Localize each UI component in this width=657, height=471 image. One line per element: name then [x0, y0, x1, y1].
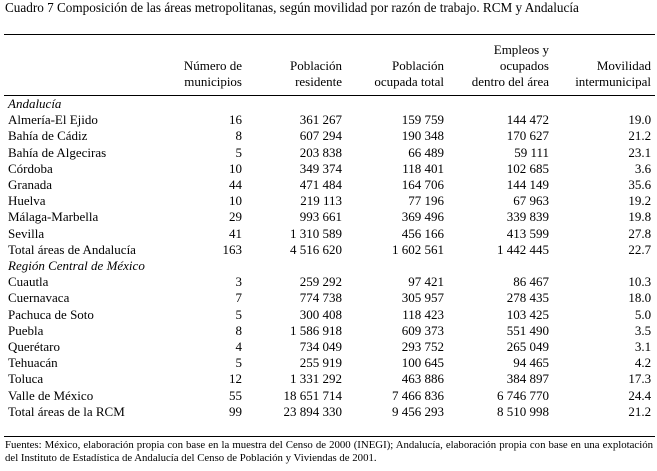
cell-municipios: 163 — [222, 241, 242, 257]
table-row — [4, 226, 655, 242]
area-name: Málaga-Marbella — [8, 209, 99, 225]
area-name: Almería-El Ejido — [8, 112, 98, 128]
cell-empleos: 67 963 — [513, 193, 549, 209]
header-poblacion-ocupada: Población ocupada total — [374, 58, 444, 89]
area-name: Sevilla — [8, 225, 45, 241]
section-row — [4, 96, 655, 112]
table-row — [4, 242, 655, 258]
cell-movilidad: 21.2 — [628, 128, 652, 144]
area-name: Valle de México — [8, 387, 94, 403]
cell-municipios: 4 — [235, 339, 242, 355]
cell-municipios: 99 — [229, 403, 242, 419]
cell-ocupada: 463 886 — [401, 371, 444, 387]
table-row — [4, 145, 655, 161]
cell-poblacion: 349 374 — [299, 160, 342, 176]
area-name: Granada — [8, 177, 53, 193]
cell-ocupada: 118 401 — [402, 160, 444, 176]
area-name: Cuernavaca — [8, 290, 70, 306]
cell-poblacion: 219 113 — [300, 193, 342, 209]
cell-poblacion: 607 294 — [299, 128, 342, 144]
cell-movilidad: 21.2 — [628, 403, 652, 419]
cell-empleos: 551 490 — [506, 322, 549, 338]
cell-poblacion: 734 049 — [299, 339, 342, 355]
cell-empleos: 6 746 770 — [497, 387, 549, 403]
section-title: Andalucía — [8, 96, 62, 111]
table-row — [4, 371, 655, 387]
cell-ocupada: 7 466 836 — [392, 387, 444, 403]
data-table — [4, 96, 655, 420]
cell-ocupada: 1 602 561 — [392, 241, 444, 257]
cell-municipios: 41 — [229, 225, 242, 241]
cell-empleos: 339 839 — [506, 209, 549, 225]
cell-poblacion: 18 651 714 — [283, 387, 342, 403]
table-row — [4, 274, 655, 290]
table-row — [4, 193, 655, 209]
cell-municipios: 16 — [229, 112, 242, 128]
cell-poblacion: 4 516 620 — [290, 241, 342, 257]
cell-movilidad: 23.1 — [628, 144, 652, 160]
cell-movilidad: 3.5 — [634, 322, 652, 338]
section-title: Región Central de México — [8, 258, 145, 274]
cell-movilidad: 19.8 — [628, 209, 652, 225]
area-name: Pachuca de Soto — [8, 306, 94, 322]
cell-municipios: 5 — [235, 306, 242, 322]
cell-movilidad: 4.2 — [634, 355, 652, 371]
cell-ocupada: 609 373 — [401, 322, 444, 338]
cell-municipios: 10 — [229, 160, 242, 176]
cell-ocupada: 456 166 — [401, 225, 444, 241]
table-title: Cuadro 7 Composición de las áreas metropolitanas, según movilidad por razón de trabajo. RCM y Andalucía — [5, 0, 579, 15]
cell-empleos: 103 425 — [506, 306, 549, 322]
cell-empleos: 102 685 — [506, 160, 549, 176]
cell-ocupada: 164 706 — [401, 177, 444, 193]
cell-municipios: 8 — [235, 322, 242, 338]
cell-poblacion: 23 894 330 — [283, 403, 342, 419]
cell-empleos: 86 467 — [513, 274, 549, 290]
cell-empleos: 384 897 — [506, 371, 549, 387]
cell-ocupada: 9 456 293 — [392, 403, 444, 419]
cell-movilidad: 3.1 — [634, 339, 652, 355]
cell-movilidad: 19.0 — [628, 112, 652, 128]
cell-empleos: 170 627 — [506, 128, 549, 144]
cell-poblacion: 300 408 — [299, 306, 342, 322]
cell-poblacion: 471 484 — [299, 177, 342, 193]
cell-ocupada: 369 496 — [401, 209, 444, 225]
cell-poblacion: 1 310 589 — [290, 225, 342, 241]
header-movilidad: Movilidad intermunicipal — [575, 58, 651, 89]
cell-poblacion: 1 586 918 — [290, 322, 342, 338]
cell-municipios: 8 — [235, 128, 242, 144]
area-name: Cuautla — [8, 274, 49, 290]
table-row — [4, 177, 655, 193]
area-name: Total áreas de Andalucía — [8, 241, 136, 257]
header-municipios: Número de municipios — [183, 58, 242, 89]
header-poblacion-residente: Población residente — [290, 58, 342, 89]
table-row — [4, 161, 655, 177]
cell-poblacion: 259 292 — [299, 274, 342, 290]
cell-ocupada: 190 348 — [401, 128, 444, 144]
cell-empleos: 59 111 — [514, 144, 549, 160]
cell-movilidad: 35.6 — [628, 177, 652, 193]
header-area — [4, 42, 154, 90]
cell-municipios: 29 — [229, 209, 242, 225]
cell-movilidad: 17.3 — [628, 371, 652, 387]
cell-empleos: 144 472 — [506, 112, 549, 128]
cell-movilidad: 24.4 — [628, 387, 652, 403]
cell-empleos: 265 049 — [506, 339, 549, 355]
cell-ocupada: 159 759 — [401, 112, 444, 128]
cell-ocupada: 100 645 — [401, 355, 444, 371]
cell-municipios: 55 — [229, 387, 242, 403]
cell-municipios: 3 — [235, 274, 242, 290]
area-name: Toluca — [8, 371, 44, 387]
table-row — [4, 388, 655, 404]
cell-poblacion: 255 919 — [299, 355, 342, 371]
bottom-rule — [4, 436, 655, 437]
cell-municipios: 7 — [235, 290, 242, 306]
cell-movilidad: 19.2 — [628, 193, 652, 209]
cell-movilidad: 22.7 — [628, 241, 652, 257]
cell-poblacion: 203 838 — [299, 144, 342, 160]
cell-movilidad: 18.0 — [628, 290, 652, 306]
cell-movilidad: 10.3 — [628, 274, 652, 290]
cell-municipios: 5 — [235, 355, 242, 371]
cell-municipios: 10 — [229, 193, 242, 209]
cell-poblacion: 361 267 — [299, 112, 342, 128]
area-name: Querétaro — [8, 339, 60, 355]
cell-empleos: 278 435 — [506, 290, 549, 306]
cell-ocupada: 97 421 — [408, 274, 444, 290]
cell-municipios: 5 — [235, 144, 242, 160]
cell-empleos: 413 599 — [506, 225, 549, 241]
table-row — [4, 323, 655, 339]
cell-movilidad: 3.6 — [634, 160, 652, 176]
cell-ocupada: 66 489 — [408, 144, 444, 160]
table-row — [4, 355, 655, 371]
source-note: Fuentes: México, elaboración propia con base en la muestra del Censo de 2000 (INEGI); Andalucía, elaboración propia con base en una explotación del Instituto de Estadística de Andalucía del Censo de Población y Viviendas de 2001. — [5, 439, 653, 464]
cell-empleos: 8 510 998 — [497, 403, 549, 419]
cell-empleos: 144 149 — [506, 177, 549, 193]
cell-municipios: 44 — [229, 177, 242, 193]
cell-poblacion: 993 661 — [299, 209, 342, 225]
cell-movilidad: 27.8 — [628, 225, 652, 241]
area-name: Córdoba — [8, 160, 53, 176]
column-headers — [4, 42, 655, 90]
header-empleos: Empleos y ocupados dentro del área — [471, 42, 549, 89]
cell-empleos: 1 442 445 — [497, 241, 549, 257]
table-row — [4, 339, 655, 355]
area-name: Total áreas de la RCM — [8, 403, 125, 419]
cell-ocupada: 77 196 — [408, 193, 444, 209]
cell-poblacion: 1 331 292 — [290, 371, 342, 387]
cell-ocupada: 118 423 — [402, 306, 444, 322]
area-name: Huelva — [8, 193, 46, 209]
cell-poblacion: 774 738 — [299, 290, 342, 306]
table-row — [4, 307, 655, 323]
section-row — [4, 258, 655, 274]
cell-municipios: 12 — [229, 371, 242, 387]
area-name: Tehuacán — [8, 355, 58, 371]
table-row — [4, 290, 655, 306]
top-rule — [4, 34, 655, 35]
cell-movilidad: 5.0 — [634, 306, 652, 322]
area-name: Bahía de Algeciras — [8, 144, 107, 160]
area-name: Puebla — [8, 322, 44, 338]
area-name: Bahía de Cádiz — [8, 128, 88, 144]
cell-empleos: 94 465 — [513, 355, 549, 371]
table-row — [4, 112, 655, 128]
table-row — [4, 404, 655, 420]
cell-ocupada: 293 752 — [401, 339, 444, 355]
table-row — [4, 209, 655, 225]
cell-ocupada: 305 957 — [401, 290, 444, 306]
table-row — [4, 128, 655, 144]
